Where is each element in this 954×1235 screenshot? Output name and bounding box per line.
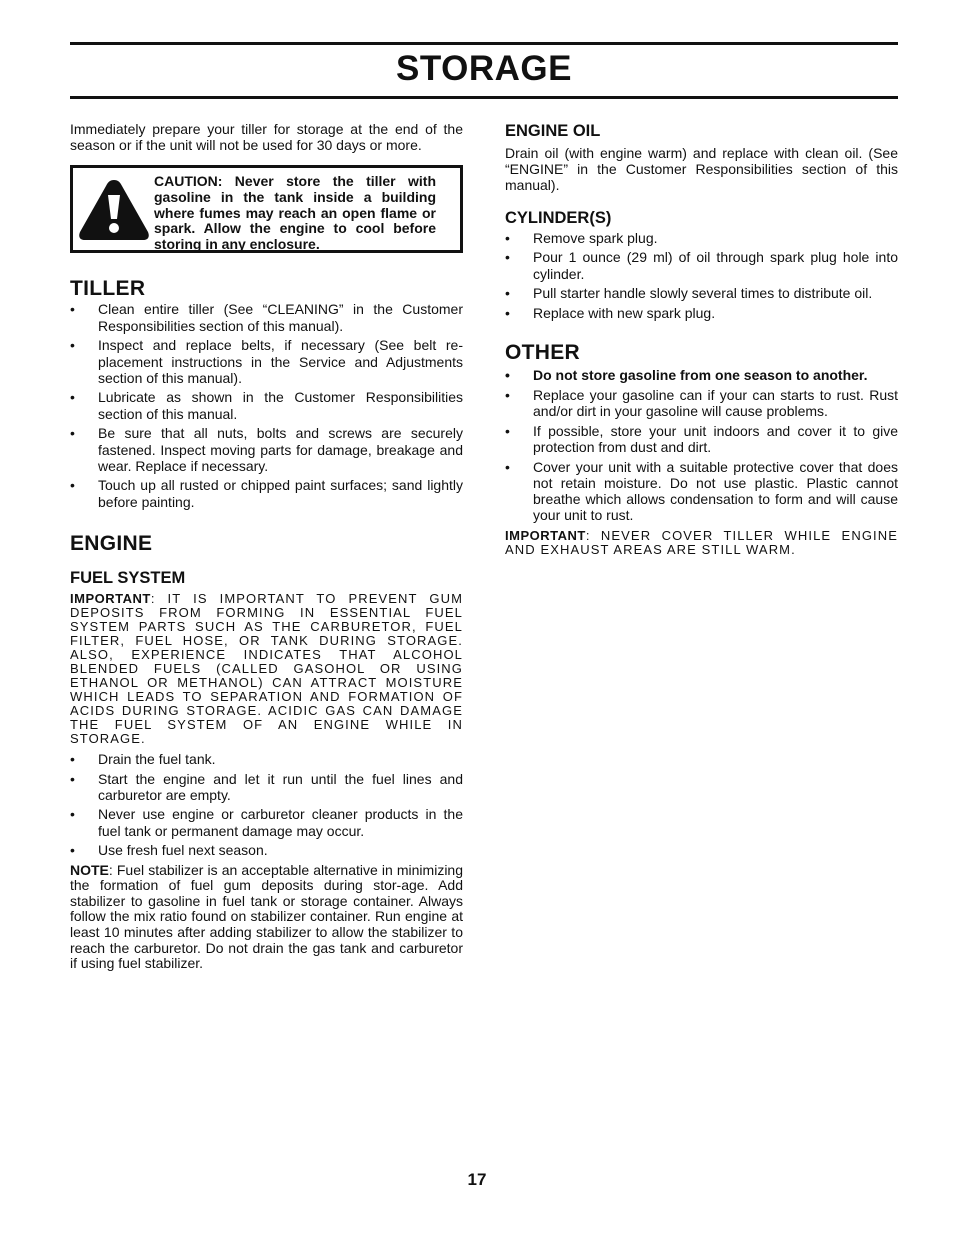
list-item: • Cover your unit with a suitable protective cover that does not retain moisture. Do not use plastic. Plastic cannot breathe which allows condensation to form and will cause your unit to rust. <box>505 458 898 524</box>
bullet-icon: • <box>70 750 75 767</box>
top-rule <box>70 42 898 45</box>
other-list <box>505 367 898 523</box>
fuel-system-note: NOTE: Fuel stabilizer is an acceptable alternative in minimizing the formation of fuel gum deposits during stor-age. Add stabilizer to gasoline in fuel tank or storage container. Always follow the mix ratio found on stabilizer container. Run engine at least 10 minutes after adding stabilizer to allow the stabilizer to reach the carburetor. Do not drain the gas tank and carburetor if using fuel stabilizer. <box>70 861 463 972</box>
bullet-icon: • <box>505 367 510 384</box>
warning-triangle-icon <box>77 177 151 243</box>
bullet-icon: • <box>505 458 510 475</box>
bullet-icon: • <box>505 304 510 321</box>
list-item: • Pull starter handle slowly several times to distribute oil. <box>505 285 873 302</box>
list-item: • Pour 1 ounce (29 ml) of oil through spark plug hole into cylinder. <box>505 249 898 282</box>
bullet-icon: • <box>70 389 75 406</box>
note-label: NOTE <box>70 861 109 878</box>
list-item: • Clean entire tiller (See “CLEANING” in the Customer Responsibilities section of this manual). <box>70 301 463 334</box>
bullet-icon: • <box>70 806 75 823</box>
list-item: • Remove spark plug. <box>505 229 658 246</box>
list-item: • Use fresh fuel next season. <box>70 842 268 859</box>
bullet-icon: • <box>70 770 75 787</box>
tiller-list <box>70 301 463 509</box>
left-column <box>70 121 463 972</box>
list-item: • Inspect and replace belts, if necessary (See belt re-placement instructions in the Service and Adjustments section of this manual). <box>70 337 463 386</box>
caution-text: CAUTION: Never store the tiller with gasoline in the tank inside a building where fumes may reach an open flame or spark. Allow the engine to cool before storing in any enclosure. <box>154 173 436 252</box>
list-item: • Touch up all rusted or chipped paint surfaces; sand lightly before painting. <box>70 477 463 510</box>
bullet-icon: • <box>70 337 75 354</box>
important-label: IMPORTANT <box>70 590 151 606</box>
intro-paragraph: Immediately prepare your tiller for storage at the end of the season or if the unit will not be used for 30 days or more. <box>70 121 463 154</box>
list-item: • Replace with new spark plug. <box>505 304 716 321</box>
bullet-icon: • <box>505 285 510 302</box>
bullet-icon: • <box>70 842 75 859</box>
fuel-system-important: IMPORTANT: IT IS IMPORTANT TO PREVENT GUM DEPOSITS FROM FORMING IN ESSENTIAL FUEL SYSTEM PARTS SUCH AS THE CARBURETOR, FUEL FILTER, FUEL HOSE, OR TANK DURING STORAGE. ALSO, EXPERIENCE INDICATES THAT ALCOHOL BLENDED FUELS (CALLED GASOHOL OR USING ETHANOL OR METHANOL) CAN ATTRACT MOISTURE WHICH LEADS TO SEPARATION AND FORMATION OF ACIDS DURING STORAGE. ACIDIC GAS CAN DAMAGE THE FUEL SYSTEM OF AN ENGINE WHILE IN STORAGE. <box>70 590 463 746</box>
right-column <box>505 121 898 557</box>
list-item: • Lubricate as shown in the Customer Responsibilities section of this manual. <box>70 389 463 422</box>
bullet-icon: • <box>70 301 75 318</box>
list-item: • Start the engine and let it run until the fuel lines and carburetor are empty. <box>70 770 463 803</box>
fuel-system-heading: FUEL SYSTEM <box>70 568 186 587</box>
bullet-icon: • <box>70 477 75 494</box>
list-item: • Replace your gasoline can if your can starts to rust. Rust and/or dirt in your gasoline will cause problems. <box>505 386 898 420</box>
engine-heading: ENGINE <box>70 531 153 555</box>
page-number: 17 <box>467 1170 487 1189</box>
page-title: STORAGE <box>396 49 572 88</box>
other-important: IMPORTANT: NEVER COVER TILLER WHILE ENGINE AND EXHAUST AREAS ARE STILL WARM. <box>505 528 898 558</box>
bullet-icon: • <box>505 422 510 439</box>
list-item: • Never use engine or carburetor cleaner products in the fuel tank or permanent damage may occur. <box>70 806 463 839</box>
bullet-icon: • <box>505 249 510 266</box>
engine-oil-heading: ENGINE OIL <box>505 122 601 140</box>
bullet-icon: • <box>505 386 510 403</box>
important-label: IMPORTANT <box>505 528 586 544</box>
fuel-system-list <box>70 751 463 859</box>
other-heading: OTHER <box>505 341 580 365</box>
caution-box <box>70 165 463 253</box>
list-item: • If possible, store your unit indoors and cover it to give protection from dust and dirt. <box>505 422 898 455</box>
cylinders-list <box>505 230 898 322</box>
list-item: • Drain the fuel tank. <box>70 750 216 767</box>
engine-oil-text: Drain oil (with engine warm) and replace with clean oil. (See “ENGINE” in the Customer Responsibilities section of this manual). <box>505 145 898 194</box>
list-item: • Be sure that all nuts, bolts and screws are securely fastened. Inspect moving parts for damage, breakage and wear. Replace if necessary. <box>70 425 463 474</box>
title-underline-rule <box>70 96 898 99</box>
tiller-heading: TILLER <box>70 277 146 301</box>
bullet-icon: • <box>70 425 75 442</box>
cylinders-heading: CYLINDER(S) <box>505 208 612 227</box>
list-item: • Do not store gasoline from one season to another. <box>505 367 868 384</box>
bullet-icon: • <box>505 229 510 246</box>
